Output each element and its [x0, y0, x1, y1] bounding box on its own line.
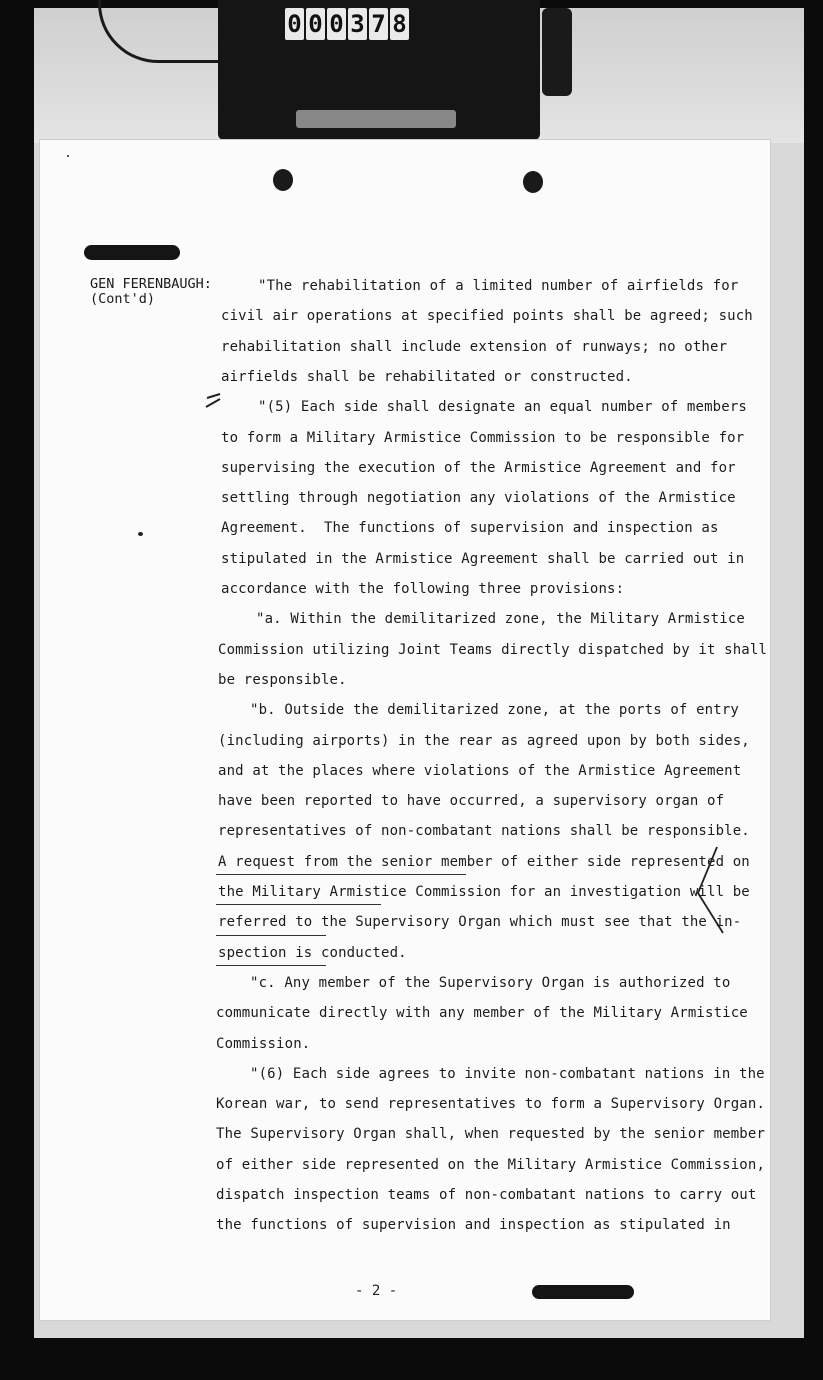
- counter-knob: [542, 8, 572, 96]
- text-line: rehabilitation shall include extension of runways; no other: [221, 338, 728, 355]
- text-line: "b. Outside the demilitarized zone, at the ports of entry: [250, 702, 739, 719]
- text-line: "a. Within the demilitarized zone, the Military Armistice: [256, 611, 745, 628]
- text-line: Korean war, to send representatives to form a Supervisory Organ.: [216, 1096, 766, 1113]
- text-line: "(6) Each side agrees to invite non-combatant nations in the: [250, 1065, 765, 1082]
- speaker-label: [90, 277, 212, 307]
- text-line: referred to the Supervisory Organ which must see that the in-: [218, 914, 742, 931]
- speaker-continued: (Cont'd): [90, 291, 156, 307]
- text-line: dispatch inspection teams of non-combatant nations to carry out: [216, 1187, 757, 1203]
- text-line: The Supervisory Organ shall, when requested by the senior member: [216, 1126, 766, 1143]
- page-number: - 2 -: [355, 1283, 398, 1299]
- frame-counter: [285, 8, 409, 40]
- margin-mark: [204, 392, 224, 410]
- text-line: A request from the senior member of either side represented on: [218, 853, 750, 870]
- punch-hole: [523, 171, 543, 193]
- text-line: communicate directly with any member of the Military Armistice: [216, 1005, 748, 1022]
- counter-digit: 0: [306, 8, 325, 40]
- counter-digit: 8: [390, 8, 409, 40]
- text-line: supervising the execution of the Armistice Agreement and for: [221, 459, 736, 476]
- text-line: civil air operations at specified points shall be agreed; such: [221, 308, 753, 325]
- text-line: (including airports) in the rear as agreed upon by both sides,: [218, 732, 750, 749]
- text-line: the Military Armistice Commission for an investigation will be: [218, 884, 750, 900]
- speck: [67, 155, 69, 157]
- text-line: to form a Military Armistice Commission to be responsible for: [221, 429, 745, 446]
- text-line: Commission utilizing Joint Teams directly dispatched by it shall: [218, 641, 768, 658]
- text-line: "(5) Each side shall designate an equal number of members: [258, 399, 747, 416]
- speck: [138, 532, 143, 536]
- text-line: accordance with the following three provisions:: [221, 581, 625, 597]
- text-line: spection is conducted.: [218, 944, 407, 961]
- text-line: airfields shall be rehabilitated or constructed.: [221, 368, 633, 385]
- redaction-bar: [532, 1285, 634, 1299]
- text-line: and at the places where violations of the Armistice Agreement: [218, 762, 742, 779]
- handwritten-underline: [216, 904, 381, 905]
- text-line: be responsible.: [218, 671, 347, 688]
- text-line: Agreement. The functions of supervision and inspection as: [221, 520, 719, 537]
- text-line: Commission.: [216, 1035, 311, 1052]
- counter-digit: 0: [327, 8, 346, 40]
- text-line: "The rehabilitation of a limited number of airfields for: [258, 278, 739, 294]
- punch-hole: [273, 169, 293, 191]
- handwritten-underline: [216, 965, 326, 966]
- margin-bracket: [695, 845, 727, 935]
- text-line: of either side represented on the Military Armistice Commission,: [216, 1156, 766, 1173]
- text-line: the functions of supervision and inspection as stipulated in: [216, 1217, 731, 1234]
- text-line: representatives of non-combatant nations shall be responsible.: [218, 823, 750, 840]
- text-line: "c. Any member of the Supervisory Organ is authorized to: [250, 974, 731, 991]
- speaker-name: GEN FERENBAUGH:: [90, 276, 212, 292]
- text-line: stipulated in the Armistice Agreement shall be carried out in: [221, 550, 745, 567]
- text-line: settling through negotiation any violations of the Armistice: [221, 490, 736, 507]
- counter-digit: 3: [348, 8, 367, 40]
- redaction-bar: [84, 245, 180, 260]
- counter-plate: [296, 110, 456, 128]
- counter-digit: 0: [285, 8, 304, 40]
- handwritten-underline: [216, 935, 326, 936]
- counter-digit: 7: [369, 8, 388, 40]
- text-line: have been reported to have occurred, a supervisory organ of: [218, 793, 725, 810]
- handwritten-underline: [216, 874, 466, 875]
